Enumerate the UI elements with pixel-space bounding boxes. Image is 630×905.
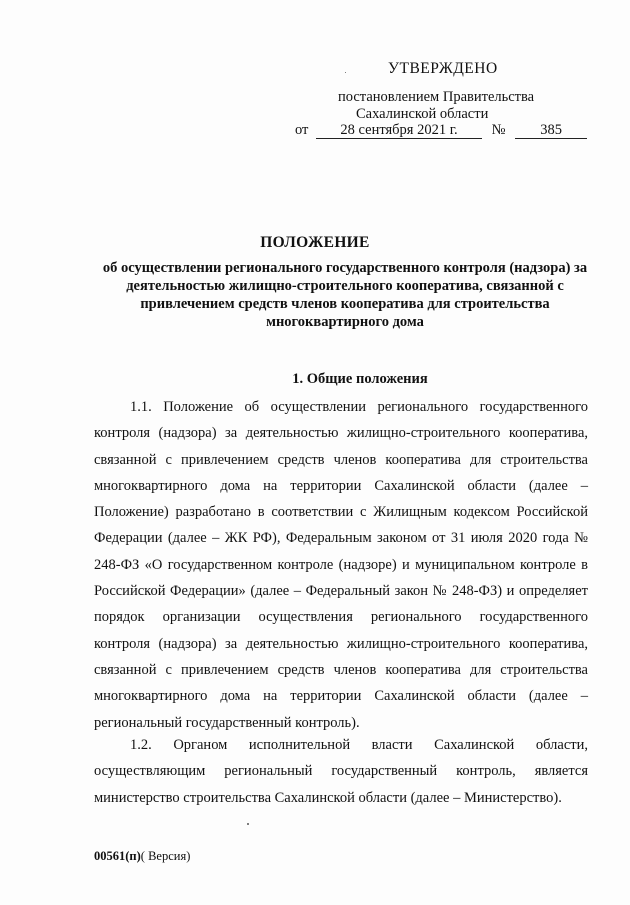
approval-title: УТВЕРЖДЕНО xyxy=(388,60,498,77)
approval-number: 385 xyxy=(515,122,587,139)
document-version: ( Версия) xyxy=(140,849,191,863)
section-heading: 1. Общие положения xyxy=(292,371,428,387)
number-label: № xyxy=(491,122,506,138)
approval-date-row xyxy=(295,122,587,139)
approval-line-1: постановлением Правительства xyxy=(338,89,535,105)
document-title: ПОЛОЖЕНИЕ xyxy=(260,234,370,251)
approval-line-2: Сахалинской области xyxy=(356,106,489,122)
paragraph-1-1: 1.1. Положение об осуществлении регионального государственного контроля (надзора) за деятельностью жилищно-строительного кооператива, связанной с привлечением средств членов кооператива для строительства многоквартирного дома на территории Сахалинской области (далее – Положение) разработано в соответствии с Жилищным кодексом Российской Федерации (далее – ЖК РФ), Федеральным законом от 31 июля 2020 года № 248-ФЗ «О государственном контроле (надзоре) и муниципальном контроле в Российской Федерации» (далее – Федеральный закон № 248-ФЗ) и определяет порядок организации осуществления регионального государственного контроля (надзора) за деятельностью жилищно-строительного кооператива, связанной с привлечением средств членов кооператива для строительства многоквартирного дома на территории Сахалинской области (далее – региональный государственный контроль). xyxy=(94,399,588,731)
scan-speck xyxy=(345,72,346,73)
footer-code xyxy=(94,849,190,864)
paragraph-1-2: 1.2. Органом исполнительной власти Сахалинской области, осуществляющим региональный государственный контроль, является министерство строительства Сахалинской области (далее – Министерство). xyxy=(94,737,588,806)
from-label: от xyxy=(295,122,309,138)
approval-date: 28 сентября 2021 г. xyxy=(316,122,482,139)
document-subtitle: об осуществлении регионального государственного контроля (надзора) за деятельностью жилищно-строительного кооператива, связанной с привлечением средств членов кооператива для строительства многоквартирного дома xyxy=(102,260,588,330)
document-code: 00561(п) xyxy=(94,849,141,863)
scan-speck xyxy=(247,823,249,825)
